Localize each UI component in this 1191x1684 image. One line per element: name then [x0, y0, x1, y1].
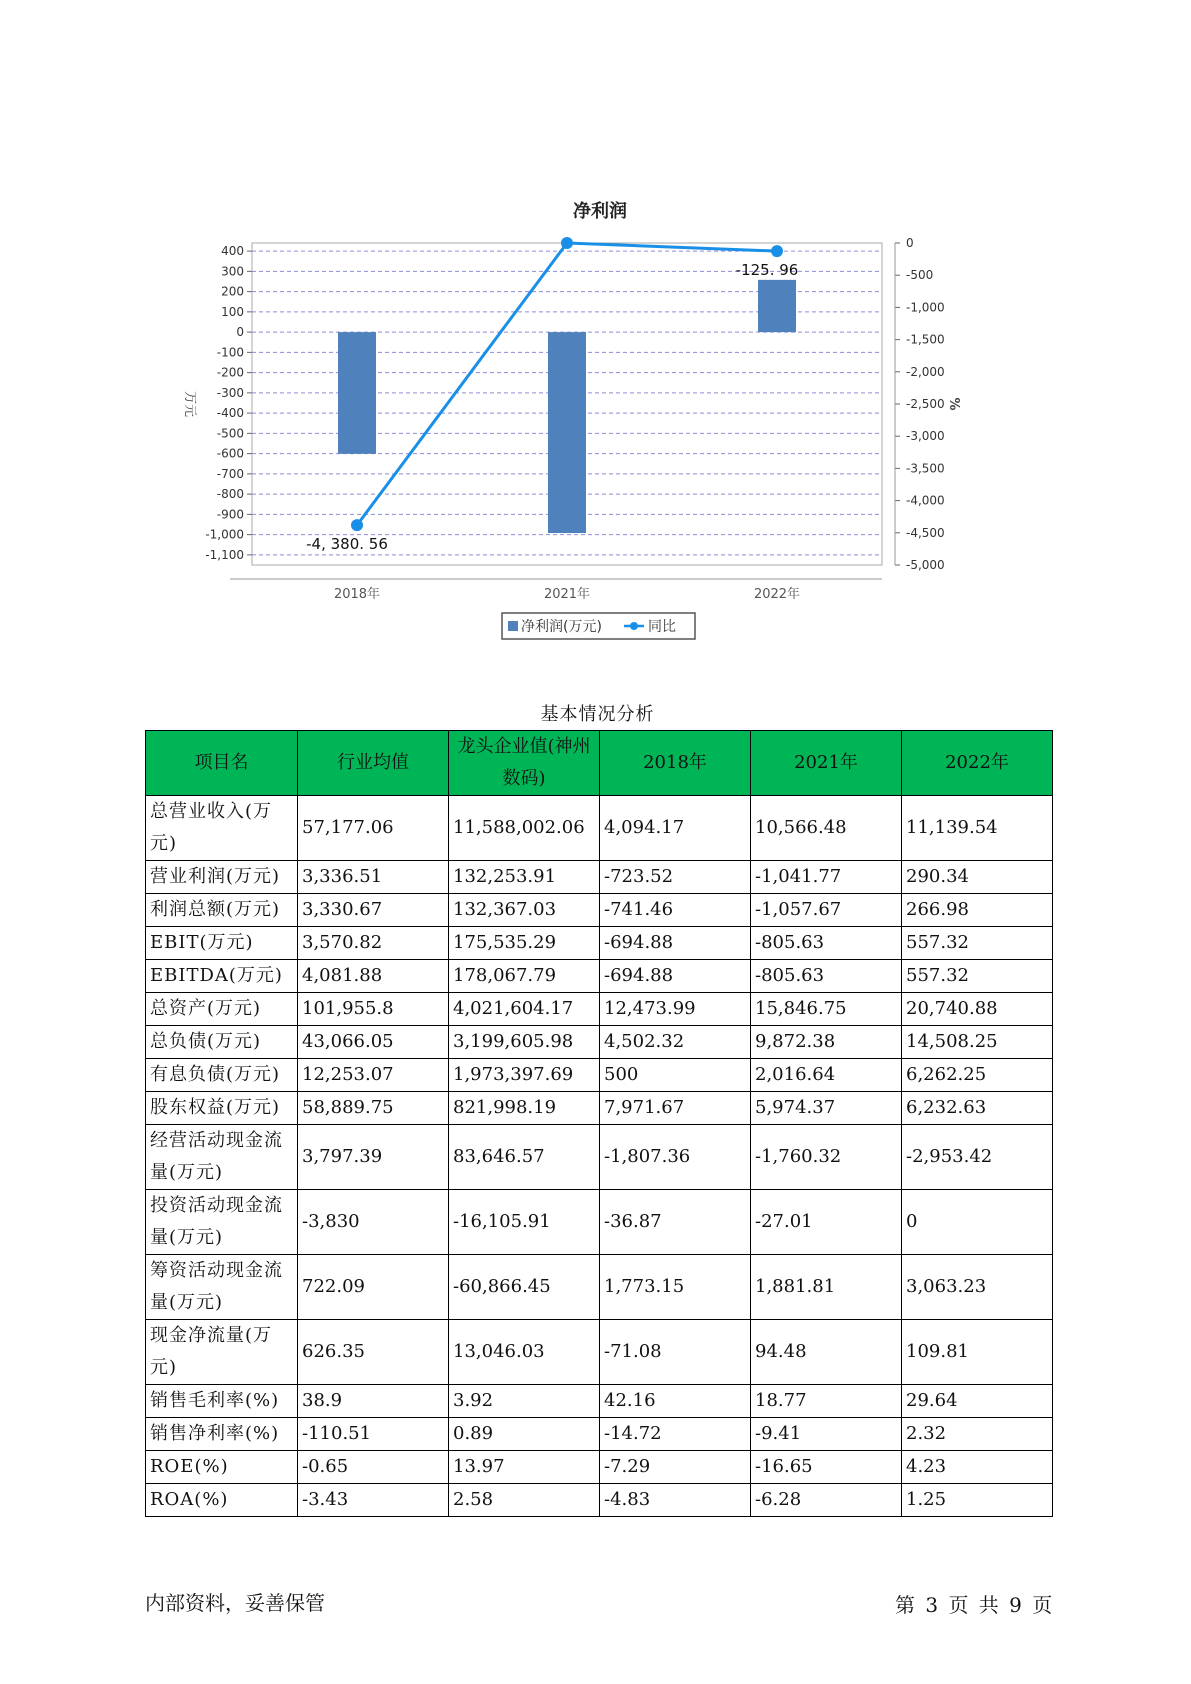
table-row: [146, 993, 1053, 1026]
table-cell: 4,094.17: [600, 796, 751, 861]
left-tick-label: 0: [236, 325, 244, 340]
bar: [758, 280, 796, 332]
table-row: [146, 796, 1053, 861]
table-body: [146, 796, 1053, 1517]
left-axis-ticks: [205, 244, 252, 562]
table-cell: 1,973,397.69: [449, 1059, 600, 1092]
table-cell: 7,971.67: [600, 1092, 751, 1125]
right-tick-label: -5,000: [906, 558, 945, 572]
header-leader-value: 龙头企业值(神州数码): [449, 731, 600, 796]
table-row: [146, 1125, 1053, 1190]
left-tick-label: -800: [216, 487, 244, 502]
table-cell: 4,021,604.17: [449, 993, 600, 1026]
bar: [338, 332, 376, 454]
right-tick-label: -2,000: [906, 364, 945, 379]
table-cell: 3,330.67: [298, 894, 449, 927]
table-cell: -1,041.77: [751, 861, 902, 894]
table-row: [146, 1059, 1053, 1092]
table-cell: -9.41: [751, 1418, 902, 1451]
table-cell: 13.97: [449, 1451, 600, 1484]
table-cell: 626.35: [298, 1320, 449, 1385]
line-point: [771, 245, 783, 257]
table-cell: -2,953.42: [902, 1125, 1053, 1190]
left-tick-label: -1,000: [205, 527, 244, 542]
table-cell: -60,866.45: [449, 1255, 600, 1320]
table-cell: -723.52: [600, 861, 751, 894]
table-cell: -36.87: [600, 1190, 751, 1255]
right-tick-label: -4,500: [906, 525, 945, 540]
header-year-2022: 2022年: [902, 731, 1053, 796]
row-item-name: EBITDA(万元): [146, 960, 298, 993]
table-cell: 20,740.88: [902, 993, 1053, 1026]
left-tick-label: -500: [216, 426, 244, 441]
row-item-name: 总负债(万元): [146, 1026, 298, 1059]
table-cell: -694.88: [600, 960, 751, 993]
legend-line-label: 同比: [648, 619, 676, 635]
table-cell: -1,807.36: [600, 1125, 751, 1190]
table-row: [146, 1385, 1053, 1418]
table-cell: 13,046.03: [449, 1320, 600, 1385]
table-cell: 94.48: [751, 1320, 902, 1385]
left-tick-label: -300: [216, 385, 244, 400]
x-tick-label: 2022年: [753, 587, 801, 602]
table-cell: -7.29: [600, 1451, 751, 1484]
left-tick-label: -400: [216, 406, 244, 421]
right-tick-label: -3,500: [906, 461, 945, 476]
x-axis-ticks: [334, 586, 800, 602]
header-industry-avg: 行业均值: [298, 731, 449, 796]
table-cell: 38.9: [298, 1385, 449, 1418]
table-cell: 29.64: [902, 1385, 1053, 1418]
table-row: [146, 1418, 1053, 1451]
bar: [548, 332, 586, 533]
row-item-name: 经营活动现金流量(万元): [146, 1125, 298, 1190]
table-cell: 4,502.32: [600, 1026, 751, 1059]
left-tick-label: -1,100: [205, 547, 244, 562]
row-item-name: 投资活动现金流量(万元): [146, 1190, 298, 1255]
table-cell: 3,063.23: [902, 1255, 1053, 1320]
table-cell: -805.63: [751, 960, 902, 993]
table-cell: -694.88: [600, 927, 751, 960]
row-item-name: 有息负债(万元): [146, 1059, 298, 1092]
legend-bar-swatch: [508, 621, 518, 631]
table-cell: 3.92: [449, 1385, 600, 1418]
table-cell: -4.83: [600, 1484, 751, 1517]
table-cell: 12,473.99: [600, 993, 751, 1026]
right-axis-ticks: [895, 236, 945, 572]
table-cell: 132,253.91: [449, 861, 600, 894]
header-year-2018: 2018年: [600, 731, 751, 796]
table-cell: 15,846.75: [751, 993, 902, 1026]
legend-bar-label: 净利润(万元): [521, 619, 602, 635]
table-row: [146, 1092, 1053, 1125]
table-cell: 12,253.07: [298, 1059, 449, 1092]
analysis-table: [145, 730, 1053, 1517]
table-cell: 175,535.29: [449, 927, 600, 960]
row-item-name: ROA(%): [146, 1484, 298, 1517]
table-cell: 1,773.15: [600, 1255, 751, 1320]
left-tick-label: -600: [216, 446, 244, 461]
table-cell: 83,646.57: [449, 1125, 600, 1190]
table-row: [146, 894, 1053, 927]
line-point: [561, 237, 573, 249]
footer-confidential-note: 内部资料，妥善保管: [145, 1591, 325, 1615]
chart-legend: [502, 613, 695, 639]
table-cell: -27.01: [751, 1190, 902, 1255]
table-cell: -0.65: [298, 1451, 449, 1484]
table-cell: 500: [600, 1059, 751, 1092]
data-label: -125. 96: [735, 261, 799, 280]
table-cell: 109.81: [902, 1320, 1053, 1385]
table-cell: 0.89: [449, 1418, 600, 1451]
legend-line-dot: [630, 622, 638, 630]
table-cell: -16.65: [751, 1451, 902, 1484]
right-tick-label: -1,500: [906, 332, 945, 347]
table-row: [146, 960, 1053, 993]
table-header-row: [146, 731, 1053, 796]
table-cell: 178,067.79: [449, 960, 600, 993]
table-title: 基本情况分析: [540, 704, 655, 725]
table-cell: 2,016.64: [751, 1059, 902, 1092]
table-cell: 5,974.37: [751, 1092, 902, 1125]
table-row: [146, 1484, 1053, 1517]
table-cell: 821,998.19: [449, 1092, 600, 1125]
row-item-name: ROE(%): [146, 1451, 298, 1484]
row-item-name: 销售净利率(%): [146, 1418, 298, 1451]
right-tick-label: -3,000: [906, 429, 945, 444]
row-item-name: 筹资活动现金流量(万元): [146, 1255, 298, 1320]
table-cell: 3,336.51: [298, 861, 449, 894]
table-cell: 1.25: [902, 1484, 1053, 1517]
table-row: [146, 1451, 1053, 1484]
table-cell: 3,797.39: [298, 1125, 449, 1190]
row-item-name: 利润总额(万元): [146, 894, 298, 927]
table-row: [146, 1320, 1053, 1385]
left-tick-label: -100: [216, 345, 244, 360]
table-cell: 1,881.81: [751, 1255, 902, 1320]
table-cell: -110.51: [298, 1418, 449, 1451]
table-cell: 42.16: [600, 1385, 751, 1418]
table-cell: -6.28: [751, 1484, 902, 1517]
table-cell: 10,566.48: [751, 796, 902, 861]
row-item-name: 总营业收入(万元): [146, 796, 298, 861]
left-tick-label: 100: [221, 304, 244, 319]
table-cell: 57,177.06: [298, 796, 449, 861]
left-tick-label: -200: [216, 365, 244, 380]
table-cell: 2.32: [902, 1418, 1053, 1451]
table-cell: 11,139.54: [902, 796, 1053, 861]
header-item-name: 项目名: [146, 731, 298, 796]
table-cell: 0: [902, 1190, 1053, 1255]
table-cell: 557.32: [902, 960, 1053, 993]
table-cell: 4.23: [902, 1451, 1053, 1484]
left-tick-label: -700: [216, 466, 244, 481]
table-cell: -3,830: [298, 1190, 449, 1255]
table-cell: 18.77: [751, 1385, 902, 1418]
x-tick-label: 2018年: [333, 587, 381, 602]
right-tick-label: -4,000: [906, 493, 945, 508]
table-cell: 290.34: [902, 861, 1053, 894]
row-item-name: 营业利润(万元): [146, 861, 298, 894]
table-cell: 557.32: [902, 927, 1053, 960]
net-profit-chart: [150, 185, 1050, 655]
table-cell: 6,262.25: [902, 1059, 1053, 1092]
table-cell: -1,760.32: [751, 1125, 902, 1190]
row-item-name: 股东权益(万元): [146, 1092, 298, 1125]
table-cell: 14,508.25: [902, 1026, 1053, 1059]
table-cell: 132,367.03: [449, 894, 600, 927]
table-cell: -3.43: [298, 1484, 449, 1517]
header-year-2021: 2021年: [751, 731, 902, 796]
row-item-name: 销售毛利率(%): [146, 1385, 298, 1418]
table-row: [146, 927, 1053, 960]
row-item-name: EBIT(万元): [146, 927, 298, 960]
table-cell: 6,232.63: [902, 1092, 1053, 1125]
row-item-name: 总资产(万元): [146, 993, 298, 1026]
table-cell: 43,066.05: [298, 1026, 449, 1059]
left-tick-label: -900: [216, 507, 244, 522]
left-tick-label: 200: [221, 284, 244, 299]
right-axis-label: %: [946, 397, 961, 411]
right-tick-label: -2,500: [906, 397, 945, 411]
left-axis-label: 万元: [182, 390, 197, 418]
table-cell: -16,105.91: [449, 1190, 600, 1255]
data-label: -4, 380. 56: [306, 535, 388, 554]
line-point: [351, 519, 363, 531]
table-cell: -1,057.67: [751, 894, 902, 927]
footer-page-number: 第 3 页 共 9 页: [895, 1593, 1053, 1617]
right-tick-label: -500: [906, 268, 934, 283]
table-cell: 58,889.75: [298, 1092, 449, 1125]
table-row: [146, 1255, 1053, 1320]
table-cell: -741.46: [600, 894, 751, 927]
x-tick-label: 2021年: [543, 587, 591, 602]
table-cell: -71.08: [600, 1320, 751, 1385]
right-tick-label: -1,000: [906, 300, 945, 315]
left-tick-label: 300: [221, 264, 244, 279]
right-tick-label: 0: [906, 236, 914, 250]
table-row: [146, 1026, 1053, 1059]
table-row: [146, 1190, 1053, 1255]
table-cell: 722.09: [298, 1255, 449, 1320]
table-cell: 11,588,002.06: [449, 796, 600, 861]
table-cell: 2.58: [449, 1484, 600, 1517]
table-cell: 4,081.88: [298, 960, 449, 993]
table-cell: 266.98: [902, 894, 1053, 927]
table-cell: 3,199,605.98: [449, 1026, 600, 1059]
chart-title: 净利润: [573, 201, 627, 222]
table-cell: -14.72: [600, 1418, 751, 1451]
left-tick-label: 400: [221, 244, 244, 259]
table-cell: 3,570.82: [298, 927, 449, 960]
row-item-name: 现金净流量(万元): [146, 1320, 298, 1385]
table-cell: -805.63: [751, 927, 902, 960]
table-cell: 9,872.38: [751, 1026, 902, 1059]
table-cell: 101,955.8: [298, 993, 449, 1026]
table-row: [146, 861, 1053, 894]
